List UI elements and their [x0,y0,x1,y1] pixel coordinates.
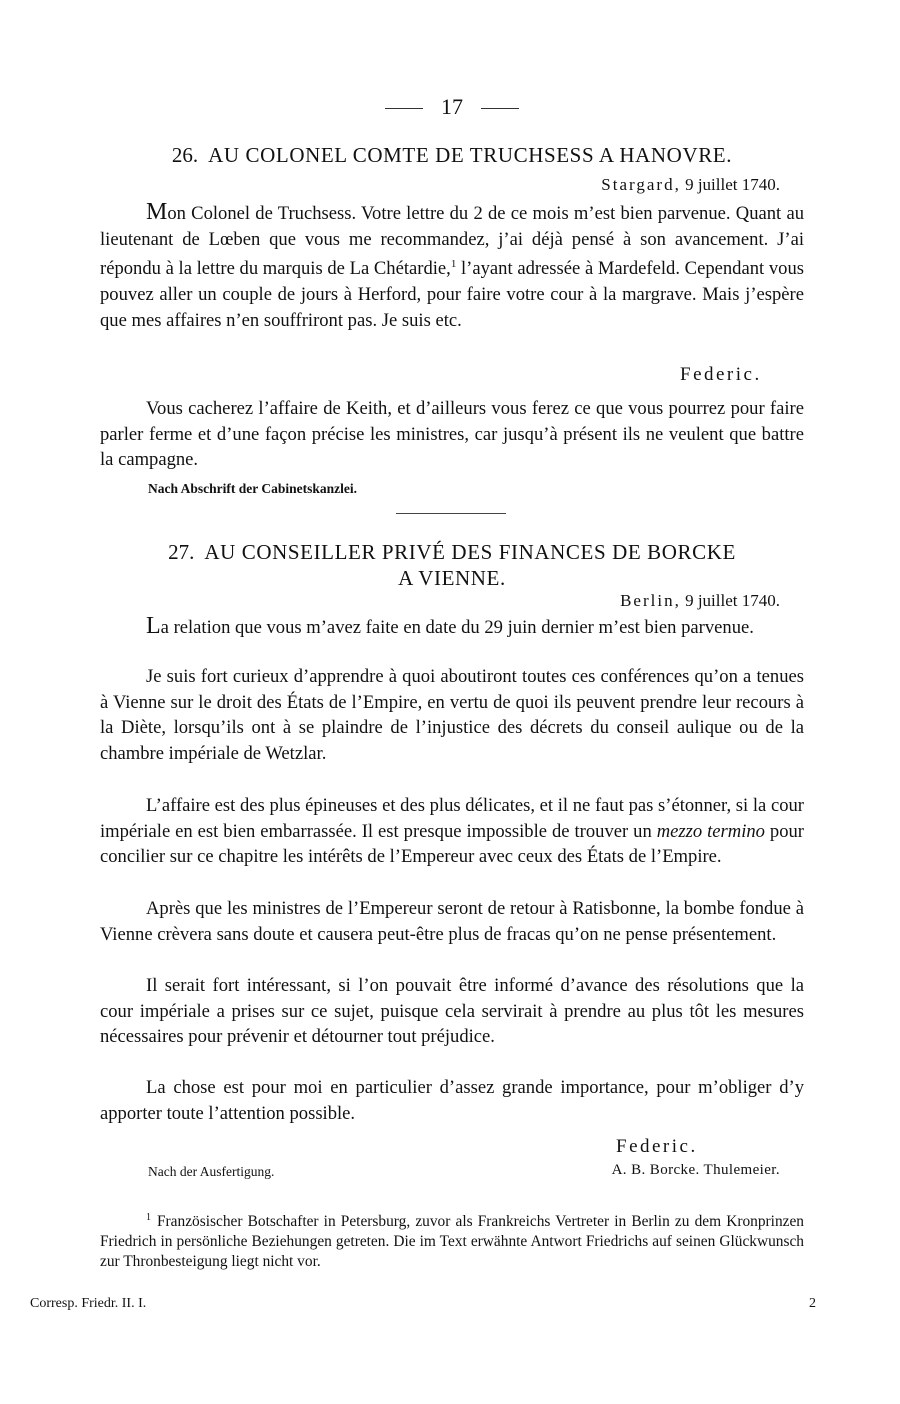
footer-series: Corresp. Friedr. II. I. [30,1296,147,1311]
letter-27-paragraph-5: Il serait fort intéressant, si l’on pouvait être informé d’avance des résolutions que la cour impériale a prises sur ce sujet, puisque cela servirait à prendre au plus tôt les mesures nécessaires pour prévenir et détourner tout préjudice. [100,975,804,1048]
letter-27-paragraph-6: La chose est pour moi en particulier d’assez grande importance, pour m’obliger d’y apporter toute l’attention possible. [100,1077,804,1124]
letter-27-paragraph-2: Je suis fort curieux d’apprendre à quoi aboutiront toutes ces conférences qu’on a tenues à Vienne sur le droit des États de l’Empire, en vertu de quoi ils peuvent prendre leur recours à la Diète, lorsqu’ils ont à se plaindre de l’injustice des décrets du conseil aulique ou de la chambre impériale de Wetzlar. [100,666,804,764]
footnote [100,1208,804,1272]
letter-27-date: 9 juillet 1740. [685,591,780,610]
letter-27-paragraph-1-text: a relation que vous m’avez faite en date du 29 juin dernier m’est bien parvenue. [160,617,754,638]
letter-26-title: AU COLONEL COMTE DE TRUCHSESS A HANOVRE. [208,143,733,167]
letter-26-date: 9 juillet 1740. [685,175,780,194]
page-number-text: 17 [441,94,463,119]
letter-27-source: Nach der Ausfertigung. [148,1164,275,1179]
letter-26-paragraph-1-end: l’ayant adressée à Mardefeld. Cependant vous pouvez aller un couple de jours à Herford, pour faire votre cour à la margrave. Mais j’espère que mes affaires n’en souffriront pas. Je suis etc. [100,258,804,331]
footnote-reference: 1 [450,258,457,271]
letter-27-paragraph-1 [100,614,804,641]
letter-27-heading [100,540,804,564]
letter-27-place: Berlin, [620,591,681,610]
letter-27-italic-phrase: mezzo termino [656,820,765,842]
letter-26-number: 26. [171,143,199,167]
letter-27-paragraph-4: Après que les ministres de l’Empereur seront de retour à Ratisbonne, la bombe fondue à Vienne crèvera sans doute et causera peut-être plus de fracas qu’on ne pense présentement. [100,898,804,945]
letter-26-heading [100,143,804,167]
letter-27-signature: Federic. [616,1136,698,1157]
letter-26-initial: M [146,199,168,225]
letter-26-signature: Federic. [680,364,762,385]
section-divider [396,513,506,514]
letter-26-dateline [601,175,780,195]
letter-27-cosignatories: A. B. Borcke. Thulemeier. [611,1162,780,1178]
footer-signature-mark: 2 [809,1296,816,1311]
letter-26-paragraph-1 [100,200,804,333]
page-number-dash-right [481,108,519,109]
letter-27-paragraph-3 [100,793,804,870]
letter-26-source: Nach Abschrift der Cabinetskanzlei. [148,481,358,496]
letter-27-number: 27. [168,540,195,564]
letter-27-dateline [620,591,780,611]
letter-26-paragraph-1-text: on Colonel de Truchsess. Votre lettre du 2 de ce mois m’est bien parvenue. Quant au lieutenant de Lœben que vous me recommandez, j’ai déjà pensé à son avancement. J’ai répondu à la lettre du marquis de La Chétardie, [100,203,804,280]
letter-27-initial: L [146,613,161,639]
letter-27-heading-line-2: A VIENNE. [398,566,506,590]
letter-27-title-line-1: AU CONSEILLER PRIVÉ DES FINANCES DE BORCKE [204,540,736,564]
footnote-mark: 1 [146,1212,151,1223]
letter-27-paragraph-3-text-b: pour concilier sur ce chapitre les intérêts de l’Empereur avec ceux des États de l’Empire. [100,820,804,868]
page-number [100,94,804,120]
letter-26-place: Stargard, [601,175,681,194]
footnote-text: Französischer Botschafter in Petersburg, zuvor als Frankreichs Vertreter in Berlin zu dem Kronprinzen Friedrich in persönliche Beziehungen getreten. Die im Text erwähnte Antwort Friedrichs auf seinen Glückwunsch zur Thronbesteigung liegt nicht vor. [100,1213,804,1271]
letter-26-postscript: Vous cacherez l’affaire de Keith, et d’ailleurs vous ferez ce que vous pourrez pour faire parler ferme et d’une façon précise les ministres, car jusqu’à présent ils ne veulent que battre la campagne. [100,398,804,471]
page-number-dash-left [385,108,423,109]
letter-27-paragraph-3-text-a: L’affaire est des plus épineuses et des plus délicates, et il ne faut pas s’étonner, si la cour impériale en est bien embarrassée. Il est presque impossible de trouver un [100,795,804,842]
